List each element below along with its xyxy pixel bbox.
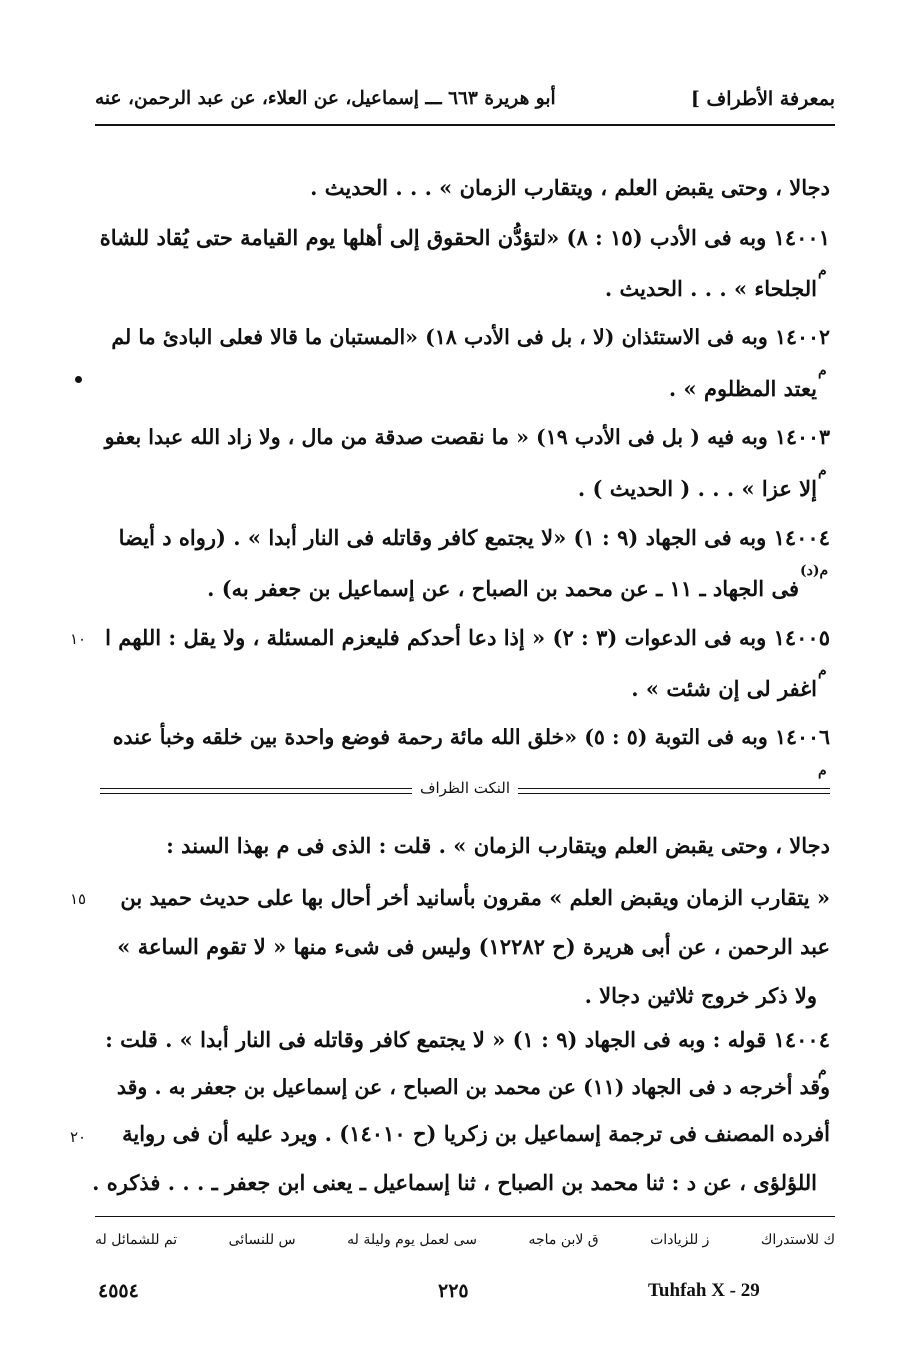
note-line: ولا ذكر خروج ثلاثين دجالا . (584, 983, 817, 1008)
separator-label: النكت الظراف (412, 779, 518, 797)
note-line: وقد أخرجه د فى الجهاد (١١) عن محمد بن الصباح ، عن إسماعيل بن جعفر به . وقد (116, 1075, 830, 1099)
abbreviation: ك للاستدراك (760, 1232, 835, 1248)
line-number: ٢٠ (70, 1128, 87, 1146)
main-line: دجالا ، وحتى يقبض العلم ، ويتقارب الزمان » . . . الحديث . (310, 175, 830, 200)
abbreviation-key (95, 1232, 835, 1248)
abbreviation: سى لعمل يوم وليلة له (347, 1232, 477, 1248)
main-line: اغفر لى إن شئت » . (631, 676, 817, 701)
page-number: ٢٢٥ (438, 1280, 469, 1302)
header-rule (95, 124, 835, 126)
margin-mark: م (818, 363, 827, 379)
note-line: « يتقارب الزمان ويقبض العلم » مقرون بأسانيد أخر أحال بها على حديث حميد بن (120, 885, 830, 910)
main-line: ١٤٠٠٥ وبه فى الدعوات (٣ : ٢) « إذا دعا أحدكم فليعزم المسئلة ، ولا يقل : اللهم ا (105, 625, 830, 650)
abbreviation: تم للشمائل له (95, 1232, 178, 1248)
footnote-rule (95, 1216, 835, 1217)
margin-mark: م (818, 763, 827, 779)
abbreviation: ق لابن ماجه (528, 1232, 599, 1248)
margin-mark: م (818, 463, 827, 479)
main-line: ١٤٠٠٦ وبه فى التوبة (٥ : ٥) «خلق الله مائة رحمة فوضع واحدة بين خلقه وخبأ عنده (112, 725, 830, 749)
main-line: ١٤٠٠٣ وبه فيه ( بل فى الأدب ١٩) « ما نقصت صدقة من مال ، ولا زاد الله عبدا بعفو (104, 425, 830, 449)
main-line: فى الجهاد ـ ١١ ـ عن محمد بن الصباح ، عن إسماعيل بن جعفر به) . (207, 576, 799, 601)
main-line: الجلحاء » . . . الحديث . (604, 276, 817, 301)
note-line: عبد الرحمن ، عن أبى هريرة (ح ١٢٢٨٢) وليس فى شىء منها « لا تقوم الساعة » (117, 934, 830, 959)
main-line: يعتد المظلوم » . (668, 376, 817, 401)
margin-mark: م(د) (800, 563, 829, 579)
margin-mark: م (818, 1063, 827, 1079)
margin-mark: م (818, 663, 827, 679)
main-line: إلا عزا » . . . ( الحديث ) . (577, 476, 817, 501)
line-number: ١٥ (70, 890, 87, 908)
main-line: ١٤٠٠١ وبه فى الأدب (١٥ : ٨) «لتؤدُّن الحقوق إلى أهلها يوم القيامة حتى يُقاد للشاة (99, 225, 830, 250)
note-line: دجالا ، وحتى يقبض العلم ويتقارب الزمان » . قلت : الذى فى م بهذا السند : (166, 833, 830, 858)
footer-source: Tuhfah X - 29 (648, 1280, 760, 1301)
margin-mark: م (818, 263, 827, 279)
margin-dot (75, 376, 82, 383)
abbreviation: س للنسائى (228, 1232, 296, 1248)
running-header (95, 88, 835, 128)
notes-separator (100, 780, 830, 802)
note-line: أفرده المصنف فى ترجمة إسماعيل بن زكريا (ح ١٤٠١٠) . ويرد عليه أن فى رواية (122, 1121, 830, 1146)
abbreviation: ز للزيادات (650, 1232, 710, 1248)
header-section-title: بمعرفة الأطراف ] (690, 88, 835, 110)
main-line: ١٤٠٠٢ وبه فى الاستئذان (لا ، بل فى الأدب ١٨) «المستبان ما قالا فعلى البادئ ما لم (111, 325, 830, 349)
note-line: ١٤٠٠٤ قوله : وبه فى الجهاد (٩ : ١) « لا يجتمع كافر وقاتله فى النار أبدا » . قلت : (105, 1027, 830, 1052)
header-chain: أبو هريرة ٦٦٣ ـــ إسماعيل، عن العلاء، عن عبد الرحمن، عنه (95, 88, 556, 109)
note-line: اللؤلؤى ، عن د : ثنا محمد بن الصباح ، ثنا إسماعيل ـ يعنى ابن جعفر ـ . . . فذكره . (92, 1170, 817, 1195)
main-line: ١٤٠٠٤ وبه فى الجهاد (٩ : ١) «لا يجتمع كافر وقاتله فى النار أبدا » . (رواه د أيضا (118, 525, 830, 550)
footer-code: ٤٥٥٤ (98, 1280, 139, 1302)
line-number: ١٠ (70, 630, 87, 648)
